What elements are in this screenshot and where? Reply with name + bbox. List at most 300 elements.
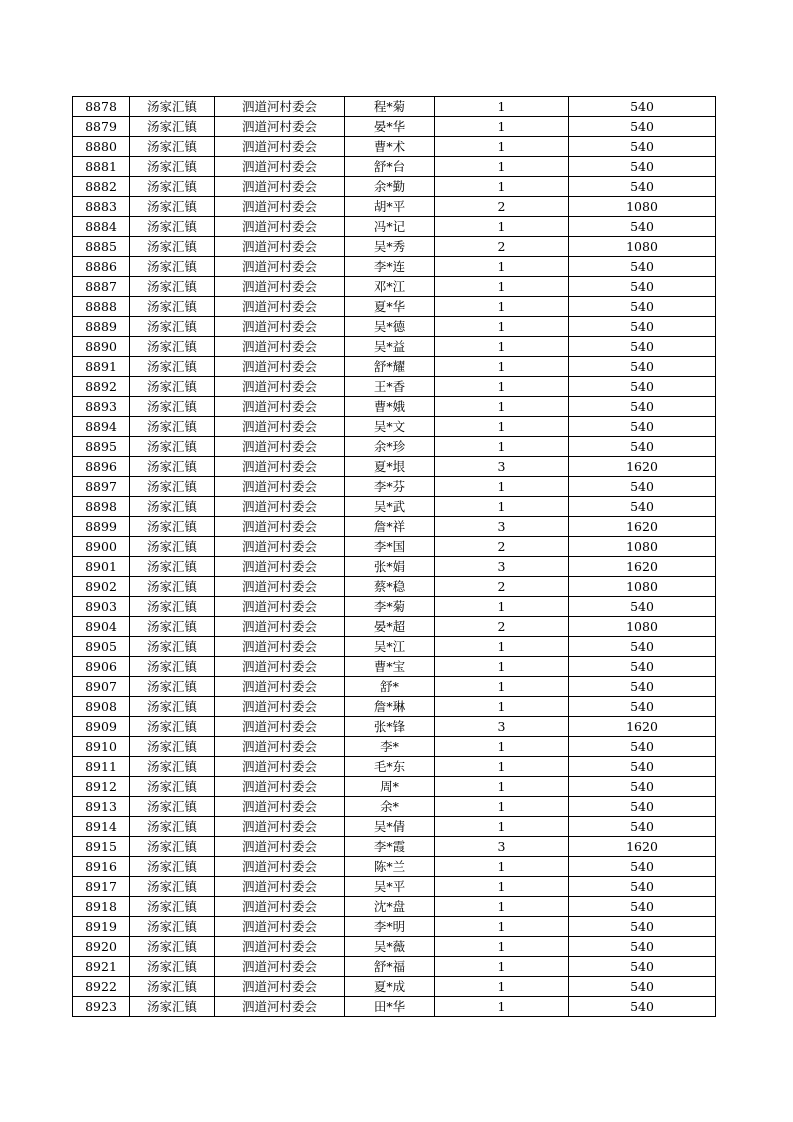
table-body [73, 97, 716, 1017]
village-committee-cell: 泗道河村委会 [215, 697, 345, 717]
count-cell: 1 [435, 877, 569, 897]
table-row [73, 897, 716, 917]
amount-cell: 540 [569, 937, 716, 957]
town-cell: 汤家汇镇 [130, 557, 215, 577]
table-row [73, 217, 716, 237]
count-cell: 1 [435, 997, 569, 1017]
table-row [73, 957, 716, 977]
person-name-cell: 曹*术 [345, 137, 435, 157]
person-name-cell: 王*香 [345, 377, 435, 397]
table-row [73, 797, 716, 817]
count-cell: 1 [435, 737, 569, 757]
table-row [73, 877, 716, 897]
town-cell: 汤家汇镇 [130, 177, 215, 197]
amount-cell: 1080 [569, 197, 716, 217]
amount-cell: 540 [569, 117, 716, 137]
serial-number-cell: 8920 [73, 937, 130, 957]
person-name-cell: 舒*耀 [345, 357, 435, 377]
person-name-cell: 邓*江 [345, 277, 435, 297]
count-cell: 1 [435, 597, 569, 617]
count-cell: 3 [435, 837, 569, 857]
village-committee-cell: 泗道河村委会 [215, 437, 345, 457]
amount-cell: 540 [569, 637, 716, 657]
count-cell: 1 [435, 317, 569, 337]
serial-number-cell: 8904 [73, 617, 130, 637]
person-name-cell: 李*连 [345, 257, 435, 277]
village-committee-cell: 泗道河村委会 [215, 197, 345, 217]
village-committee-cell: 泗道河村委会 [215, 417, 345, 437]
person-name-cell: 张*锋 [345, 717, 435, 737]
count-cell: 1 [435, 897, 569, 917]
table-row [73, 357, 716, 377]
serial-number-cell: 8903 [73, 597, 130, 617]
table-row [73, 257, 716, 277]
village-committee-cell: 泗道河村委会 [215, 717, 345, 737]
count-cell: 2 [435, 237, 569, 257]
person-name-cell: 李*霞 [345, 837, 435, 857]
count-cell: 1 [435, 477, 569, 497]
person-name-cell: 舒*台 [345, 157, 435, 177]
town-cell: 汤家汇镇 [130, 777, 215, 797]
person-name-cell: 沈*盘 [345, 897, 435, 917]
table-row [73, 337, 716, 357]
table-row [73, 817, 716, 837]
person-name-cell: 余* [345, 797, 435, 817]
serial-number-cell: 8889 [73, 317, 130, 337]
village-committee-cell: 泗道河村委会 [215, 857, 345, 877]
serial-number-cell: 8890 [73, 337, 130, 357]
village-committee-cell: 泗道河村委会 [215, 817, 345, 837]
table-row [73, 317, 716, 337]
village-committee-cell: 泗道河村委会 [215, 537, 345, 557]
count-cell: 1 [435, 337, 569, 357]
serial-number-cell: 8915 [73, 837, 130, 857]
village-committee-cell: 泗道河村委会 [215, 177, 345, 197]
serial-number-cell: 8899 [73, 517, 130, 537]
table-row [73, 97, 716, 117]
table-row [73, 197, 716, 217]
village-committee-cell: 泗道河村委会 [215, 377, 345, 397]
town-cell: 汤家汇镇 [130, 637, 215, 657]
count-cell: 2 [435, 577, 569, 597]
table-row [73, 377, 716, 397]
village-committee-cell: 泗道河村委会 [215, 897, 345, 917]
table-row [73, 837, 716, 857]
amount-cell: 540 [569, 157, 716, 177]
amount-cell: 540 [569, 657, 716, 677]
amount-cell: 540 [569, 377, 716, 397]
serial-number-cell: 8923 [73, 997, 130, 1017]
person-name-cell: 李*明 [345, 917, 435, 937]
table-row [73, 477, 716, 497]
amount-cell: 540 [569, 997, 716, 1017]
village-committee-cell: 泗道河村委会 [215, 297, 345, 317]
town-cell: 汤家汇镇 [130, 197, 215, 217]
count-cell: 1 [435, 137, 569, 157]
town-cell: 汤家汇镇 [130, 457, 215, 477]
serial-number-cell: 8898 [73, 497, 130, 517]
town-cell: 汤家汇镇 [130, 717, 215, 737]
person-name-cell: 蔡*稳 [345, 577, 435, 597]
count-cell: 1 [435, 777, 569, 797]
table-row [73, 737, 716, 757]
person-name-cell: 周* [345, 777, 435, 797]
amount-cell: 540 [569, 777, 716, 797]
serial-number-cell: 8907 [73, 677, 130, 697]
town-cell: 汤家汇镇 [130, 677, 215, 697]
count-cell: 1 [435, 817, 569, 837]
count-cell: 1 [435, 437, 569, 457]
amount-cell: 540 [569, 697, 716, 717]
count-cell: 3 [435, 517, 569, 537]
person-name-cell: 吴*薇 [345, 937, 435, 957]
serial-number-cell: 8894 [73, 417, 130, 437]
table-row [73, 697, 716, 717]
amount-cell: 540 [569, 277, 716, 297]
amount-cell: 540 [569, 97, 716, 117]
town-cell: 汤家汇镇 [130, 217, 215, 237]
amount-cell: 1620 [569, 717, 716, 737]
amount-cell: 540 [569, 917, 716, 937]
table-row [73, 577, 716, 597]
count-cell: 1 [435, 377, 569, 397]
table-row [73, 617, 716, 637]
person-name-cell: 舒*福 [345, 957, 435, 977]
town-cell: 汤家汇镇 [130, 977, 215, 997]
person-name-cell: 李*国 [345, 537, 435, 557]
serial-number-cell: 8893 [73, 397, 130, 417]
village-committee-cell: 泗道河村委会 [215, 917, 345, 937]
town-cell: 汤家汇镇 [130, 377, 215, 397]
count-cell: 1 [435, 697, 569, 717]
person-name-cell: 曹*宝 [345, 657, 435, 677]
person-name-cell: 吴*文 [345, 417, 435, 437]
person-name-cell: 晏*超 [345, 617, 435, 637]
village-committee-cell: 泗道河村委会 [215, 517, 345, 537]
serial-number-cell: 8878 [73, 97, 130, 117]
serial-number-cell: 8891 [73, 357, 130, 377]
count-cell: 1 [435, 677, 569, 697]
serial-number-cell: 8917 [73, 877, 130, 897]
village-committee-cell: 泗道河村委会 [215, 597, 345, 617]
village-committee-cell: 泗道河村委会 [215, 737, 345, 757]
table-row [73, 417, 716, 437]
count-cell: 1 [435, 177, 569, 197]
town-cell: 汤家汇镇 [130, 837, 215, 857]
table-row [73, 937, 716, 957]
village-committee-cell: 泗道河村委会 [215, 777, 345, 797]
person-name-cell: 舒* [345, 677, 435, 697]
person-name-cell: 詹*祥 [345, 517, 435, 537]
town-cell: 汤家汇镇 [130, 417, 215, 437]
serial-number-cell: 8895 [73, 437, 130, 457]
person-name-cell: 曹*娥 [345, 397, 435, 417]
table-row [73, 777, 716, 797]
town-cell: 汤家汇镇 [130, 697, 215, 717]
count-cell: 1 [435, 637, 569, 657]
serial-number-cell: 8911 [73, 757, 130, 777]
village-committee-cell: 泗道河村委会 [215, 617, 345, 637]
amount-cell: 1080 [569, 617, 716, 637]
table-row [73, 157, 716, 177]
table-row [73, 497, 716, 517]
person-name-cell: 吴*秀 [345, 237, 435, 257]
person-name-cell: 夏*成 [345, 977, 435, 997]
serial-number-cell: 8880 [73, 137, 130, 157]
count-cell: 1 [435, 257, 569, 277]
amount-cell: 540 [569, 137, 716, 157]
count-cell: 1 [435, 497, 569, 517]
table-row [73, 557, 716, 577]
town-cell: 汤家汇镇 [130, 317, 215, 337]
amount-cell: 540 [569, 397, 716, 417]
serial-number-cell: 8905 [73, 637, 130, 657]
table-row [73, 437, 716, 457]
table-row [73, 297, 716, 317]
count-cell: 1 [435, 277, 569, 297]
person-name-cell: 吴*江 [345, 637, 435, 657]
town-cell: 汤家汇镇 [130, 277, 215, 297]
serial-number-cell: 8901 [73, 557, 130, 577]
person-name-cell: 余*珍 [345, 437, 435, 457]
serial-number-cell: 8909 [73, 717, 130, 737]
table-row [73, 657, 716, 677]
serial-number-cell: 8897 [73, 477, 130, 497]
serial-number-cell: 8906 [73, 657, 130, 677]
count-cell: 1 [435, 977, 569, 997]
count-cell: 1 [435, 957, 569, 977]
town-cell: 汤家汇镇 [130, 237, 215, 257]
serial-number-cell: 8919 [73, 917, 130, 937]
table-row [73, 277, 716, 297]
village-committee-cell: 泗道河村委会 [215, 217, 345, 237]
table-row [73, 397, 716, 417]
amount-cell: 540 [569, 757, 716, 777]
village-committee-cell: 泗道河村委会 [215, 577, 345, 597]
count-cell: 1 [435, 757, 569, 777]
village-committee-cell: 泗道河村委会 [215, 277, 345, 297]
person-name-cell: 吴*倩 [345, 817, 435, 837]
count-cell: 1 [435, 157, 569, 177]
village-committee-cell: 泗道河村委会 [215, 837, 345, 857]
serial-number-cell: 8888 [73, 297, 130, 317]
serial-number-cell: 8882 [73, 177, 130, 197]
count-cell: 2 [435, 617, 569, 637]
serial-number-cell: 8886 [73, 257, 130, 277]
village-committee-cell: 泗道河村委会 [215, 257, 345, 277]
person-name-cell: 吴*德 [345, 317, 435, 337]
person-name-cell: 陈*兰 [345, 857, 435, 877]
table-row [73, 457, 716, 477]
town-cell: 汤家汇镇 [130, 797, 215, 817]
village-committee-cell: 泗道河村委会 [215, 937, 345, 957]
count-cell: 1 [435, 797, 569, 817]
table-row [73, 517, 716, 537]
table-row [73, 177, 716, 197]
count-cell: 1 [435, 857, 569, 877]
person-name-cell: 吴*益 [345, 337, 435, 357]
town-cell: 汤家汇镇 [130, 137, 215, 157]
count-cell: 2 [435, 537, 569, 557]
serial-number-cell: 8887 [73, 277, 130, 297]
table-row [73, 117, 716, 137]
table-row [73, 997, 716, 1017]
serial-number-cell: 8912 [73, 777, 130, 797]
person-name-cell: 毛*东 [345, 757, 435, 777]
table-row [73, 857, 716, 877]
town-cell: 汤家汇镇 [130, 537, 215, 557]
town-cell: 汤家汇镇 [130, 337, 215, 357]
amount-cell: 1080 [569, 577, 716, 597]
amount-cell: 540 [569, 357, 716, 377]
amount-cell: 540 [569, 857, 716, 877]
town-cell: 汤家汇镇 [130, 297, 215, 317]
village-committee-cell: 泗道河村委会 [215, 397, 345, 417]
town-cell: 汤家汇镇 [130, 517, 215, 537]
subsidy-table [72, 96, 716, 1017]
person-name-cell: 夏*垠 [345, 457, 435, 477]
village-committee-cell: 泗道河村委会 [215, 357, 345, 377]
count-cell: 1 [435, 657, 569, 677]
person-name-cell: 夏*华 [345, 297, 435, 317]
town-cell: 汤家汇镇 [130, 617, 215, 637]
person-name-cell: 詹*琳 [345, 697, 435, 717]
village-committee-cell: 泗道河村委会 [215, 117, 345, 137]
table-row [73, 597, 716, 617]
town-cell: 汤家汇镇 [130, 877, 215, 897]
village-committee-cell: 泗道河村委会 [215, 97, 345, 117]
serial-number-cell: 8908 [73, 697, 130, 717]
person-name-cell: 田*华 [345, 997, 435, 1017]
table-row [73, 637, 716, 657]
count-cell: 1 [435, 217, 569, 237]
town-cell: 汤家汇镇 [130, 97, 215, 117]
amount-cell: 540 [569, 437, 716, 457]
amount-cell: 540 [569, 817, 716, 837]
village-committee-cell: 泗道河村委会 [215, 477, 345, 497]
table-row [73, 757, 716, 777]
count-cell: 1 [435, 357, 569, 377]
town-cell: 汤家汇镇 [130, 577, 215, 597]
count-cell: 1 [435, 117, 569, 137]
amount-cell: 1620 [569, 457, 716, 477]
village-committee-cell: 泗道河村委会 [215, 337, 345, 357]
town-cell: 汤家汇镇 [130, 897, 215, 917]
town-cell: 汤家汇镇 [130, 597, 215, 617]
village-committee-cell: 泗道河村委会 [215, 317, 345, 337]
amount-cell: 540 [569, 297, 716, 317]
town-cell: 汤家汇镇 [130, 437, 215, 457]
count-cell: 2 [435, 197, 569, 217]
amount-cell: 540 [569, 477, 716, 497]
person-name-cell: 程*菊 [345, 97, 435, 117]
village-committee-cell: 泗道河村委会 [215, 457, 345, 477]
village-committee-cell: 泗道河村委会 [215, 797, 345, 817]
amount-cell: 540 [569, 677, 716, 697]
serial-number-cell: 8918 [73, 897, 130, 917]
person-name-cell: 李* [345, 737, 435, 757]
amount-cell: 1620 [569, 517, 716, 537]
town-cell: 汤家汇镇 [130, 957, 215, 977]
count-cell: 1 [435, 937, 569, 957]
town-cell: 汤家汇镇 [130, 257, 215, 277]
town-cell: 汤家汇镇 [130, 817, 215, 837]
person-name-cell: 冯*记 [345, 217, 435, 237]
person-name-cell: 吴*平 [345, 877, 435, 897]
table-row [73, 917, 716, 937]
town-cell: 汤家汇镇 [130, 117, 215, 137]
count-cell: 1 [435, 97, 569, 117]
town-cell: 汤家汇镇 [130, 937, 215, 957]
person-name-cell: 李*菊 [345, 597, 435, 617]
village-committee-cell: 泗道河村委会 [215, 977, 345, 997]
serial-number-cell: 8916 [73, 857, 130, 877]
serial-number-cell: 8902 [73, 577, 130, 597]
person-name-cell: 胡*平 [345, 197, 435, 217]
village-committee-cell: 泗道河村委会 [215, 237, 345, 257]
amount-cell: 540 [569, 597, 716, 617]
amount-cell: 540 [569, 957, 716, 977]
amount-cell: 540 [569, 737, 716, 757]
village-committee-cell: 泗道河村委会 [215, 657, 345, 677]
amount-cell: 540 [569, 217, 716, 237]
amount-cell: 540 [569, 417, 716, 437]
village-committee-cell: 泗道河村委会 [215, 757, 345, 777]
village-committee-cell: 泗道河村委会 [215, 957, 345, 977]
village-committee-cell: 泗道河村委会 [215, 677, 345, 697]
table-row [73, 677, 716, 697]
amount-cell: 540 [569, 897, 716, 917]
serial-number-cell: 8913 [73, 797, 130, 817]
person-name-cell: 晏*华 [345, 117, 435, 137]
amount-cell: 1620 [569, 837, 716, 857]
village-committee-cell: 泗道河村委会 [215, 877, 345, 897]
serial-number-cell: 8883 [73, 197, 130, 217]
village-committee-cell: 泗道河村委会 [215, 997, 345, 1017]
person-name-cell: 余*勤 [345, 177, 435, 197]
amount-cell: 540 [569, 317, 716, 337]
serial-number-cell: 8892 [73, 377, 130, 397]
town-cell: 汤家汇镇 [130, 737, 215, 757]
amount-cell: 540 [569, 497, 716, 517]
serial-number-cell: 8885 [73, 237, 130, 257]
table-row [73, 717, 716, 737]
table-row [73, 977, 716, 997]
town-cell: 汤家汇镇 [130, 497, 215, 517]
person-name-cell: 张*娟 [345, 557, 435, 577]
town-cell: 汤家汇镇 [130, 757, 215, 777]
amount-cell: 540 [569, 257, 716, 277]
person-name-cell: 李*芬 [345, 477, 435, 497]
amount-cell: 540 [569, 177, 716, 197]
village-committee-cell: 泗道河村委会 [215, 637, 345, 657]
amount-cell: 540 [569, 797, 716, 817]
amount-cell: 540 [569, 877, 716, 897]
town-cell: 汤家汇镇 [130, 157, 215, 177]
amount-cell: 540 [569, 977, 716, 997]
amount-cell: 1620 [569, 557, 716, 577]
village-committee-cell: 泗道河村委会 [215, 497, 345, 517]
amount-cell: 1080 [569, 537, 716, 557]
town-cell: 汤家汇镇 [130, 477, 215, 497]
village-committee-cell: 泗道河村委会 [215, 157, 345, 177]
table-row [73, 537, 716, 557]
village-committee-cell: 泗道河村委会 [215, 137, 345, 157]
count-cell: 3 [435, 457, 569, 477]
town-cell: 汤家汇镇 [130, 857, 215, 877]
count-cell: 1 [435, 417, 569, 437]
serial-number-cell: 8881 [73, 157, 130, 177]
